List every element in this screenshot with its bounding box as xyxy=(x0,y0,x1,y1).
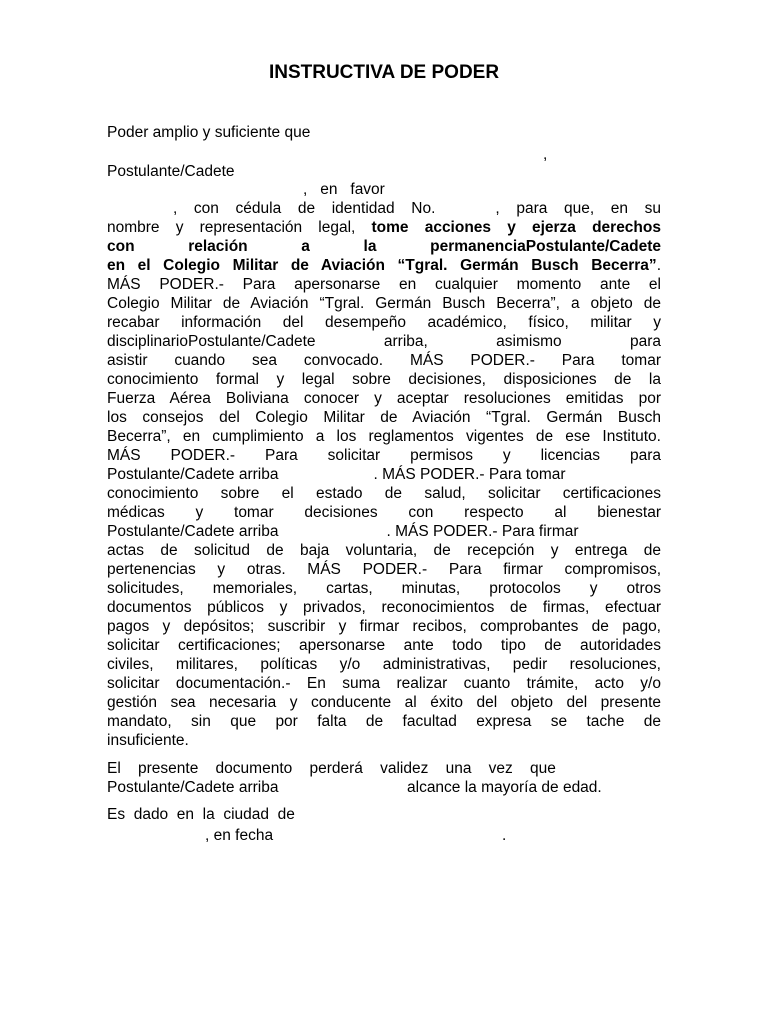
body-line: los consejos del Colegio Militar de Aviación “Tgral. Germán Busch xyxy=(107,409,661,426)
body-line: MÁS PODER.- Para solicitar permisos y licencias para xyxy=(107,447,661,464)
body-line: civiles, militares, políticas y/o administrativas, pedir resoluciones, xyxy=(107,656,661,673)
intro-en-favor: , en favor xyxy=(303,181,385,198)
body-line: mandato, sin que por falta de facultad expresa se tache de xyxy=(107,713,661,730)
body-line: gestión sea necesaria y conducente al éxito del objeto del presente xyxy=(107,694,661,711)
body-line: Postulante/Cadete arriba . MÁS PODER.- Para tomar xyxy=(107,466,566,483)
body-line: insuficiente. xyxy=(107,732,189,749)
body-line: conocimiento formal y legal sobre decisiones, disposiciones de la xyxy=(107,371,661,388)
body-line: con relación a la permanenciaPostulante/Cadete xyxy=(107,238,661,255)
body-line: médicas y tomar decisiones con respecto al bienestar xyxy=(107,504,661,521)
intro-postulante: Postulante/Cadete xyxy=(107,163,235,180)
body-line: Postulante/Cadete arriba . MÁS PODER.- Para firmar xyxy=(107,523,579,540)
body-line: nombre y representación legal, tome acciones y ejerza derechos xyxy=(107,219,661,236)
body-line: documentos públicos y privados, reconocimientos de firmas, efectuar xyxy=(107,599,661,616)
validity-line: El presente documento perderá validez una vez que xyxy=(107,760,556,777)
intro-comma: , xyxy=(543,146,548,163)
validity-mayoria: alcance la mayoría de edad. xyxy=(407,779,602,796)
closing-period: . xyxy=(502,827,507,844)
body-line: Colegio Militar de Aviación “Tgral. Germán Busch Becerra”, a objeto de xyxy=(107,295,661,312)
body-line: pagos y depósitos; suscribir y firmar recibos, comprobantes de pago, xyxy=(107,618,661,635)
body-line: , con cédula de identidad No. , para que, en su xyxy=(173,200,662,217)
document-title: INSTRUCTIVA DE PODER xyxy=(268,62,500,83)
body-line: disciplinarioPostulante/Cadete arriba, asimismo para xyxy=(107,333,661,350)
body-line: solicitar certificaciones; apersonarse ante todo tipo de autoridades xyxy=(107,637,661,654)
closing-line: Es dado en la ciudad de xyxy=(107,806,295,823)
intro-line: Poder amplio y suficiente que xyxy=(107,124,311,141)
body-line: pertenencias y otras. MÁS PODER.- Para firmar compromisos, xyxy=(107,561,661,578)
body-line: en el Colegio Militar de Aviación “Tgral. Germán Busch Becerra”. xyxy=(107,257,661,274)
validity-postulante: Postulante/Cadete arriba xyxy=(107,779,279,796)
body-line: solicitudes, memoriales, cartas, minutas, protocolos y otros xyxy=(107,580,661,597)
body-line: solicitar documentación.- En suma realizar cuanto trámite, acto y/o xyxy=(107,675,661,692)
body-line: conocimiento sobre el estado de salud, solicitar certificaciones xyxy=(107,485,661,502)
body-line: MÁS PODER.- Para apersonarse en cualquier momento ante el xyxy=(107,276,661,293)
body-line: asistir cuando sea convocado. MÁS PODER.- Para tomar xyxy=(107,352,661,369)
body-line: recabar información del desempeño académico, físico, militar y xyxy=(107,314,661,331)
body-line: Fuerza Aérea Boliviana conocer y aceptar resoluciones emitidas por xyxy=(107,390,661,407)
body-line: Becerra”, en cumplimiento a los reglamentos vigentes de ese Instituto. xyxy=(107,428,661,445)
closing-fecha: , en fecha xyxy=(205,827,274,844)
body-line: actas de solicitud de baja voluntaria, de recepción y entrega de xyxy=(107,542,661,559)
